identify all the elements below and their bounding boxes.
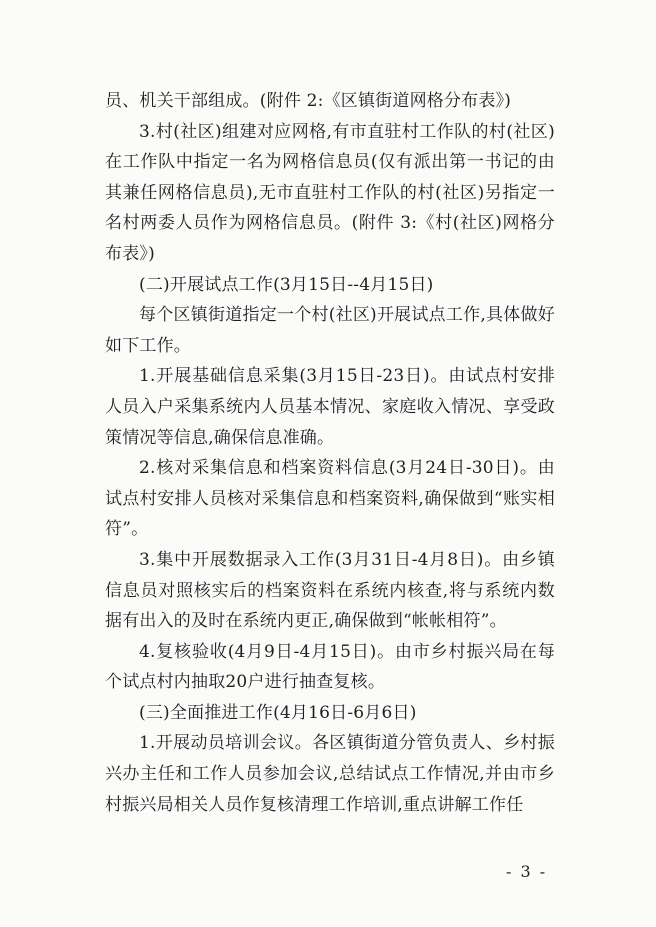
paragraph-training-meeting: 1.开展动员培训会议。各区镇街道分管负责人、乡村振兴办主任和工作人员参加会议,总结试点工作情况,并由市乡村振兴局相关人员作复核清理工作培训,重点讲解工作任 — [105, 733, 555, 815]
section-heading-full-rollout: (三)全面推进工作(4月16日-6月6日) — [139, 702, 417, 723]
paragraph-acceptance: 4.复核验收(4月9日-4月15日)。由市乡村振兴局在每个试点村内抽取20户进行抽查复核。 — [105, 641, 555, 693]
paragraph-pilot-intro: 每个区镇街道指定一个村(社区)开展试点工作,具体做好如下工作。 — [105, 305, 555, 356]
section-heading-pilot: (二)开展试点工作(3月15日--4月15日) — [139, 274, 434, 295]
paragraph-info-collection: 1.开展基础信息采集(3月15日-23日)。由试点村安排人员入户采集系统内人员基本情况、家庭收入情况、享受政策情况等信息,确保信息准确。 — [105, 366, 555, 448]
paragraph-continuation: 员、机关干部组成。(附件 2:《区镇街道网格分布表》) — [105, 91, 512, 111]
paragraph-village-grid: 3.村(社区)组建对应网格,有市直驻村工作队的村(社区)在工作队中指定一名为网格信息员(仅有派出第一书记的由其兼任网格信息员),无市直驻村工作队的村(社区)另指定一名村两委人员作为网格信息员。(附件 3:《村(社区)网格分布表》) — [105, 121, 555, 264]
paragraph-verify-archives: 2.核对采集信息和档案资料信息(3月24日-30日)。由试点村安排人员核对采集信息和档案资料,确保做到“账实相符”。 — [105, 458, 555, 540]
page-number: - 3 - — [506, 862, 548, 881]
paragraph-data-entry: 3.集中开展数据录入工作(3月31日-4月8日)。由乡镇信息员对照核实后的档案资料在系统内核查,将与系统内数据有出入的及时在系统内更正,确保做到“帐帐相符”。 — [105, 549, 555, 632]
document-body — [105, 86, 555, 820]
